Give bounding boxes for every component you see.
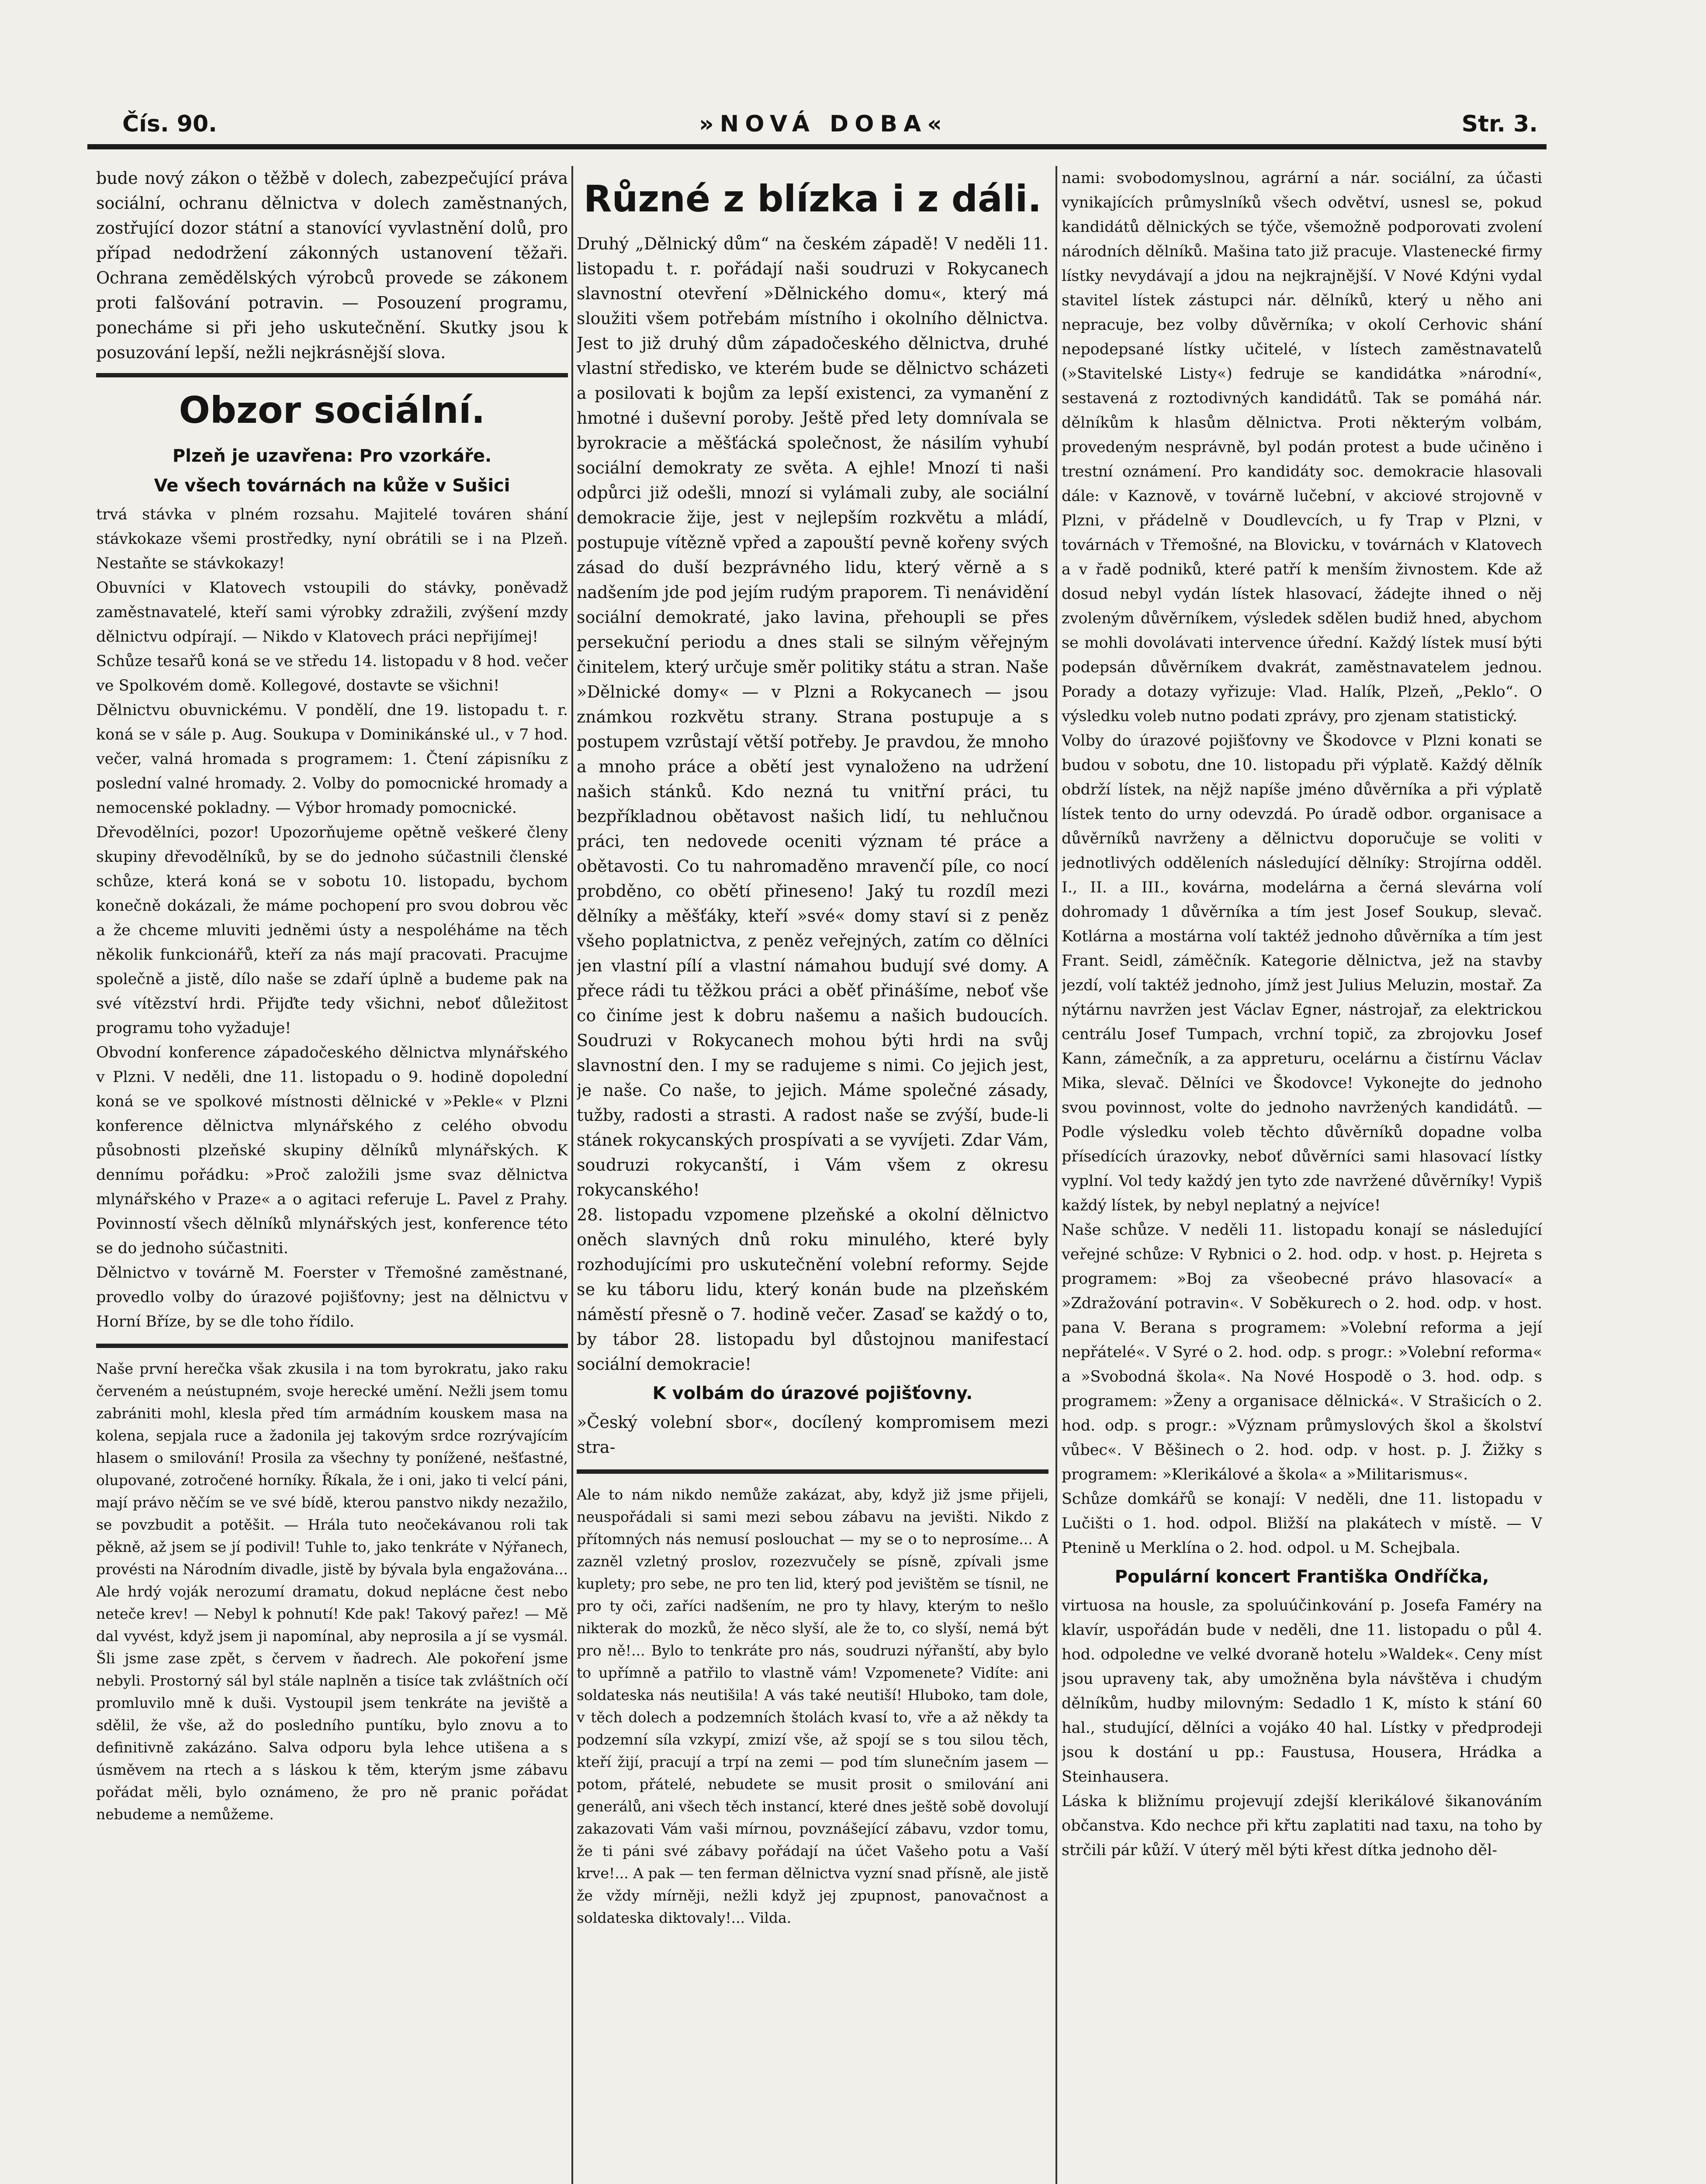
article-heading: Populární koncert Františka Ondříčka, (1114, 1567, 1489, 1587)
section-rule (96, 373, 568, 377)
notice-text: Dělnictvo v továrně M. Foerster v Třemošné zaměstnané, provedlo volby do úrazové pojišťovny; jest na dělnictvu v Horní Bříze, by se dle toho řídilo. (96, 1264, 568, 1330)
article-text: Schůze domkářů se konají: V neděli, dne 11. listopadu v Lučišti o 1. hod. odpol. Bližší na plakátech v místě. — V Ptenině u Merklína o 2. hod. odpol. u M. Schejbala. (1062, 1490, 1542, 1557)
column-middle (577, 166, 1049, 2184)
notice-heading: Plzeň je uzavřena: Pro vzorkáře. (172, 446, 492, 466)
feuilleton-text: Naše první herečka však zkusila i na tom byrokratu, jako raku červeném a neústupném, svoje herecké umění. Nežli jsem tomu zabrániti mohl, klesla před tím armádním kouskem masa na kolena, sepjala ruce a žadonila jej takovým srdce rozrývajícím hlasem o smilování! Prosila za všechny ty ponížené, nešťastné, olupované, zotročené horníky. Říkala, že i oni, jako ti velcí páni, mají právo něčím se ve své bídě, kterou panstvo nikdy nezažilo, se povzbudit a potěšit. — Hrála tuto neočekávanou roli tak pěkně, až jsem se jí podivil! Tuhle to, jako tenkráte v Nýřanech, provésti na Národním divadle, jistě by bývala byla engažována... Ale hrdý voják nerozumí dramatu, dokud neplácne čest nebo neteče krev! — Nebyl k pohnutí! Kde pak! Takový pařez! — Mě dal vyvést, když jsem ji napomínal, aby neprosila a jí se vysmál. Šli jsme zase zpět, s červem v ňadrech. Ale pokoření jsme nebyli. Prostorný sál byl stále naplněn a tisíce tak zvláštních očí promluvilo mně k duši. Vystoupil jsem tenkráte na jeviště a sdělil, že vše, až do posledního puntíku, bylo znovu a to definitivně zakázáno. Salva odporu byla lehce utišena a s úsměvem na rtech a s láskou k těm, kterým jsme zábavu pořádat měli, bylo oznámeno, že pro ně pranic pořádat nebudeme a nemůžeme. (96, 1360, 568, 1823)
feuilleton-rule (96, 1344, 568, 1348)
article-text: virtuosa na housle, za spoluúčinkování p. Josefa Faméry na klavír, uspořádán bude v neděli, dne 11. listopadu o půl 4. hod. odpoledne ve velké dvoraně hotelu »Waldek«. Ceny míst jsou upraveny tak, aby umožněna byla návštěva i chudým dělníkům, hudby milovným: Sedadlo 1 K, místo k stání 60 hal., studující, dělníci a vojáko 40 hal. Lístky v předprodeji jsou k dostání u pp.: Faustusa, Housera, Hrádka a Steinhausera. (1062, 1597, 1542, 1786)
column-right (1062, 166, 1542, 2184)
notice-heading: Ve všech továrnách na kůže v Sušici (154, 476, 510, 496)
notice-text: Dřevodělníci, pozor! Upozorňujeme opětně veškeré členy skupiny dřevodělníků, by se do jednoho súčastnili členské schůze, která koná se v sobotu 10. listopadu, bychom konečně dokázali, že máme pochopení pro svou dobrou věc a že chceme mluviti jedněmi ústy a nespoléháme na těch několik funkcionářů, kteří za nás mají pracovati. Pracujme společně a jistě, dílo naše se zdaří úplně a budeme pak na své vítězství hrdi. Přijďte tedy všichni, neboť důležitost programu toho vyžaduje! (96, 824, 568, 1037)
notice-text: Obuvníci v Klatovech vstoupili do stávky, poněvadž zaměstnavatelé, kteří sami výrobky zdražili, zvýšení mzdy dělnictvu odpírají. — Nikdo v Klatovech práci nepřijímej! (96, 579, 568, 646)
section-heading: Různé z blízka i z dáli. (583, 177, 1042, 220)
feuilleton-rule (577, 1469, 1049, 1474)
article-text: Druhý „Dělnický dům“ na českém západě! V neděli 11. listopadu t. r. pořádají naši soudruzi v Rokycanech slavnostní otevření »Dělnického domu«, který má sloužiti všem potřebám místního i okolního dělnictva. Jest to již druhý dům západočeského dělnictva, druhé vlastní středisko, ve kterém bude se dělnictvo scházeti a posilovati k bojům za lepší existenci, za vymanění z hmotné i duševní poroby. Ještě před lety domnívala se byrokracie a měšťácká společnost, že násilím vyhubí sociální demokraty ze světa. A ejhle! Mnozí ti naši odpůrci již odešli, mnozí si vylámali zuby, ale sociální demokracie žije, jest v nejlepším rozkvětu a mládí, postupuje vítězně vpřed a zapouští pevně kořeny svých zásad do duší bezprávného lidu, který věrně a s nadšením jde pod jejím rudým praporem. Ti nenávidění sociální demokraté, jako lavina, přehoupli se přes persekuční periodu a dnes stali se silným věřejným činitelem, který určuje směr politiky státu a stran. Naše »Dělnické domy« — v Plzni a Rokycanech — jsou známkou rozkvětu strany. Strana postupuje a s postupem vzrůstají větší potřeby. Je pravdou, že mnoho a mnoho práce a obětí jest vynaloženo na udržení našich stánků. Kdo nezná tu vnitřní práci, tu bezpříkladnou obětavost našich lidí, tu nehlučnou práci, ten nedovede oceniti význam té práce a obětavosti. Co tu nahromaděno mravenčí píle, co nocí probděno, co obětí přineseno! Jaký tu rozdíl mezi dělníky a měšťáky, kteří »své« domy staví si z peněz všeho poplatnictva, z peněz veřejných, zatím co dělníci jen vlastní pílí a vlastní námahou budují své domy. A přece rádi tu těžkou práci a oběť přinášíme, neboť vše co činíme jest k dobru našemu a našich budoucích. Soudruzi v Rokycanech mohou býti hrdi na svůj slavnostní den. I my se radujeme s nimi. Co jejich jest, je naše. Co naše, to jejich. Máme společné zásady, tužby, radosti a strasti. A radost naše se zvýší, bude-li stánek rokycanských prospívati a se vyvíjeti. Zdar Vám, soudruzi rokycanští, i Vám všem z okresu rokycanského! (577, 234, 1049, 1199)
column-divider (571, 166, 573, 2184)
notice-text: trvá stávka v plném rozsahu. Majitelé továren shání stávkokaze všemi prostředky, nyní obrátili se i na Plzeň. Nestaňte se stávkokazy! (96, 506, 568, 572)
article-continuation: bude nový zákon o těžbě v dolech, zabezpečující práva sociální, ochranu dělnictva v dolech zaměstnaných, zostřující dozor státní a stanovící vyvlastnění dolů, pro případ nedodržení zákonných ustanovení těžaři. Ochrana zemědělských výrobců provede se zákonem proti falšování potravin. — Posouzení programu, ponecháme si při jeho uskutečnění. Skutky jsou k posuzování lepší, nežli nejkrásnější slova. (96, 169, 568, 362)
article-text: nami: svobodomyslnou, agrární a nár. sociální, za účasti vynikajících průmyslníků všech odvětví, usnesl se, pokud kandidátů dělnických se týče, všemožně podporovati zvolení národních dělníků. Mašina tato již pracuje. Vlastenecké firmy lístky nevydávají a jdou na nejkrajnější. V Nové Kdýni vydal stavitel lístek zástupci nár. dělníků, který u něho ani nepracuje, bez volby důvěrníka; v okolí Cerhovic shání nepodepsané lístky učitelé, v lístech zaměstnavatelů (»Stavitelské Listy«) fedruje se kandidátka »národní«, sestavená z roztodivných kandidátů. Tak se pomáhá nár. dělníkům k hlasům dělnictva. Proti některým volbám, provedeným nesprávně, byl podán protest a bude učiněno i trestní oznámení. Pro kandidáty soc. demokracie hlasovali dále: v Kaznově, v továrně lučební, v akciové strojovně v Plzni, v přádelně v Doudlevcích, u fy Trap v Plzni, v továrnách v Třemošné, na Blovicku, v továrnách v Klatovech a v řadě podniků, které patří k menším živnostem. Kde až dosud nebyl vydán lístek hlasovací, žádejte ihned o něj zvoleným důvěrníkem, výsledek sdělen budiž hned, abychom se mohli dovolávati intervence úřední. Každý lístek musí býti podepsán důvěrníkem dvakrát, zaměstnavatelem jednou. Porady a dotazy vyřizuje: Vlad. Halík, Plzeň, „Peklo“. O výsledku voleb nutno podati zprávy, pro zjenam statistický. (1062, 169, 1542, 725)
article-heading: K volbám do úrazové pojišťovny. (652, 1383, 973, 1403)
article-text: Volby do úrazové pojišťovny ve Škodovce v Plzni konati se budou v sobotu, dne 10. listopadu při výplatě. Každý dělník obdrží lístek, na nějž napíše jméno důvěrníka a při výplatě lístek tento do urny odevzdá. Po úradě odbor. organisace a důvěrníků navrženy a dělnictvu doporučuje se voliti v jednotlivých odděleních následující dělníky: Strojírna odděl. I., II. a III., kovárna, modelárna a černá slevárna volí dohromady 1 důvěrníka a tím jest Josef Soukup, slevač. Kotlárna a mostárna volí taktéž jednoho důvěrníka a tím jest Frant. Seidl, záměčník. Kategorie dělnictva, jež na stavby jezdí, volí taktéž jednoho, jímž jest Julius Meluzin, mostař. Za nýtárnu navržen jest Václav Egner, nástrojař, za elektrickou centrálu Josef Tumpach, vrchní topič, za zbrojovku Josef Kann, zámečník, a za appreturu, ocelárnu a čistírnu Václav Mika, slevač. Dělníci ve Škodovce! Vykonejte do jednoho svou povinnost, volte do jednoho navržených kandidátů. — Podle výsledku voleb těchto důvěrníků dopadne volba přísedících úrazovky, neboť důvěrníci sami hlasovací lístky vyplní. Vol tedy každý jen tyto zde navržené důvěrníky! Vypiš každý lístek, by nebyl neplatný a nejvíce! (1062, 732, 1542, 1214)
article-text: Láska k bližnímu projevují zdejší klerikálové šikanováním občanstva. Kdo nechce při křtu zaplatiti nad taxu, na toho by strčili pár kůží. V úterý měl býti křest dítka jednoho děl- (1062, 1793, 1542, 1859)
paper-title: »NOVÁ DOBA« (699, 111, 948, 137)
section-heading: Obzor sociální. (179, 389, 485, 432)
header-rule (87, 144, 1547, 149)
page-number: Str. 3. (1461, 111, 1538, 137)
column-left (96, 166, 568, 2184)
column-divider (1055, 166, 1057, 2184)
issue-number: Čís. 90. (122, 111, 217, 137)
article-text: 28. listopadu vzpomene plzeňské a okolní dělnictvo oněch slavných dnů roku minulého, které byly rozhodujícími pro uskutečnění volební reformy. Sejde se ku táboru lidu, který konán bude na plzeňském náměstí přesně o 7. hodině večer. Zasaď se každý o to, by tábor 28. listopadu byl důstojnou manifestací sociální demokracie! (577, 1205, 1049, 1374)
article-text: »Český volební sbor«, docílený kompromisem mezi stra- (577, 1413, 1049, 1457)
notice-text: Dělnictvu obuvnickému. V pondělí, dne 19. listopadu t. r. koná se v sále p. Aug. Soukupa v Dominikánské ul., v 7 hod. večer, valná hromada s programem: 1. Čtení zápisníku z poslední valné hromady. 2. Volby do pomocnické hromady a nemocenské pokladny. — Výbor hromady pomocnické. (96, 702, 568, 817)
article-text: Naše schůze. V neděli 11. listopadu konají se následující veřejné schůze: V Rybnici o 2. hod. odp. v host. p. Hejreta s programem: »Boj za všeobecné právo hlasovací« a »Zdražování potravin«. V Soběkurech o 2. hod. odp. v host. pana V. Berana s programem: »Volební reforma a její nepřátelé«. V Syré o 2. hod. odp. s progr.: »Volební reforma« a »Svobodná škola«. Na Nové Hospodě o 3. hod. odp. s programem: »Ženy a organisace dělnická«. V Strašicích o 2. hod. odp. s progr.: »Význam průmyslových škol a školství vůbec«. V Běšinech o 2. hod. odp. v host. p. J. Žižky s programem: »Klerikálové a škola« a »Militarismus«. (1062, 1221, 1542, 1483)
notice-text: Schůze tesařů koná se ve středu 14. listopadu v 8 hod. večer ve Spolkovém domě. Kollegové, dostavte se všichni! (96, 653, 568, 695)
feuilleton-text: Ale to nám nikdo nemůže zakázat, aby, když již jsme přijeli, neuspořádali si sami mezi sebou zábavu na jevišti. Nikdo z přítomných nás nemusí poslouchat — my se o to neprosíme... A zazněl vzletný proslov, rozezvučely se písně, zpívali jsme kuplety; pro sebe, ne pro ten lid, který pod jevištěm se tísnil, ne pro ty oči, zaříci nadšením, ne pro ty hlavy, kterým to nešlo nikterak do mozků, že něco slyší, ale že to, co slyší, nemá být pro ně!... Bylo to tenkráte pro nás, soudruzi nýřanští, aby bylo to upřímně a patřilo to vlastně vám! Vzpomenete? Vidíte: ani soldateska nás neutišila! A vás také neutiší! Hluboko, tam dole, v těch dolech a podzemních štolách kvasí to, vře a až někdy ta podzemní síla vzkypí, zmizí vše, až spojí se s tou silou těch, kteří žijí, pracují a trpí na zemi — pod tím slunečním jasem — potom, přátelé, nebudete se musit prosit o smilování ani generálů, ani všech těch instancí, které dnes ještě sobě dovolují zakazovati Vám vaši mírnou, povznášející zábavu, vzdor tomu, že ti páni své zábavy pořádají na účet Vašeho potu a Vaší krve!... A pak — ten ferman dělnictva vyzní snad přísně, ale jistě že vždy mírněji, nežli když jej zpupnost, panovačnost a soldateska diktovaly!... Vilda. (577, 1486, 1049, 1926)
notice-text: Obvodní konference západočeského dělnictva mlynářského v Plzni. V neděli, dne 11. listopadu o 9. hodině dopolední koná se ve spolkové místnosti dělnické v »Pekle« v Plzni konference dělnictva mlynářského z celého obvodu působnosti plzeňské skupiny dělníků mlynářských. K dennímu pořádku: »Proč založili jsme svaz dělnictva mlynářského v Praze« a o agitaci referuje L. Pavel z Prahy. Povinností všech dělníků mlynářských jest, konference této se do jednoho súčastniti. (96, 1044, 568, 1257)
